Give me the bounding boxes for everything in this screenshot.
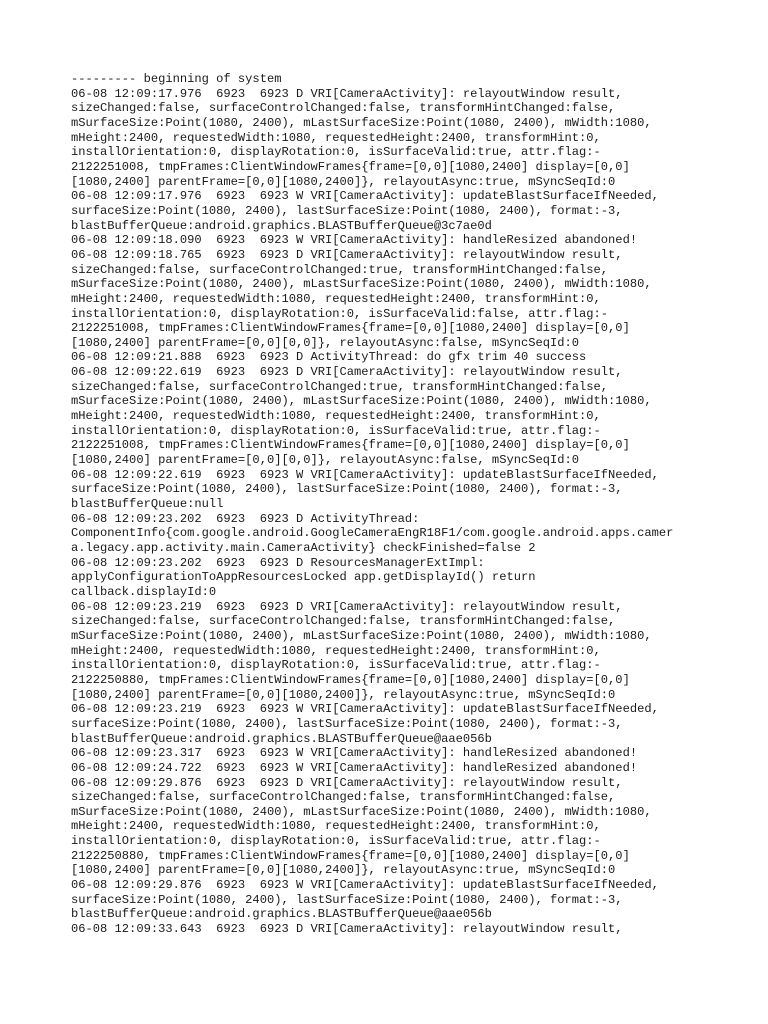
log-line: 06-08 12:09:17.976 6923 6923 W VRI[CameraActivity]: updateBlastSurfaceIfNeeded, [71,189,659,204]
log-line: sizeChanged:false, surfaceControlChanged:true, transformHintChanged:false, [71,262,609,277]
log-line: 06-08 12:09:18.090 6923 6923 W VRI[CameraActivity]: handleResized abandoned! [71,233,638,248]
log-line: callback.displayId:0 [71,584,217,599]
log-line: mHeight:2400, requestedWidth:1080, requestedHeight:2400, transformHint:0, [71,130,601,145]
log-line: 06-08 12:09:23.219 6923 6923 D VRI[CameraActivity]: relayoutWindow result, [71,599,623,614]
log-line: installOrientation:0, displayRotation:0, isSurfaceValid:true, attr.flag:- [71,658,601,673]
log-line: mSurfaceSize:Point(1080, 2400), mLastSurfaceSize:Point(1080, 2400), mWidth:1080, [71,277,652,292]
log-line: mHeight:2400, requestedWidth:1080, requestedHeight:2400, transformHint:0, [71,291,601,306]
log-line: 06-08 12:09:23.219 6923 6923 W VRI[CameraActivity]: updateBlastSurfaceIfNeeded, [71,702,659,717]
log-line: 06-08 12:09:17.976 6923 6923 D VRI[CameraActivity]: relayoutWindow result, [71,86,623,101]
log-line: mSurfaceSize:Point(1080, 2400), mLastSurfaceSize:Point(1080, 2400), mWidth:1080, [71,115,652,130]
log-line: sizeChanged:false, surfaceControlChanged:false, transformHintChanged:false, [71,101,616,116]
log-line: 06-08 12:09:29.876 6923 6923 W VRI[CameraActivity]: updateBlastSurfaceIfNeeded, [71,878,659,893]
log-line: 2122250880, tmpFrames:ClientWindowFrames{frame=[0,0][1080,2400] display=[0,0] [71,672,630,687]
log-line: 06-08 12:09:18.765 6923 6923 D VRI[CameraActivity]: relayoutWindow result, [71,247,623,262]
log-line: 2122251008, tmpFrames:ClientWindowFrames{frame=[0,0][1080,2400] display=[0,0] [71,159,630,174]
log-line: blastBufferQueue:android.graphics.BLASTBufferQueue@aae056b [71,731,492,746]
log-line: mSurfaceSize:Point(1080, 2400), mLastSurfaceSize:Point(1080, 2400), mWidth:1080, [71,394,652,409]
log-line: mSurfaceSize:Point(1080, 2400), mLastSurfaceSize:Point(1080, 2400), mWidth:1080, [71,804,652,819]
log-line: blastBufferQueue:android.graphics.BLASTBufferQueue@3c7ae0d [71,218,492,233]
log-line: sizeChanged:false, surfaceControlChanged:false, transformHintChanged:false, [71,614,616,629]
log-line: 06-08 12:09:23.317 6923 6923 W VRI[CameraActivity]: handleResized abandoned! [71,746,638,761]
log-line: mHeight:2400, requestedWidth:1080, requestedHeight:2400, transformHint:0, [71,643,601,658]
log-line: surfaceSize:Point(1080, 2400), lastSurfaceSize:Point(1080, 2400), format:-3, [71,892,623,907]
log-line: 2122250880, tmpFrames:ClientWindowFrames{frame=[0,0][1080,2400] display=[0,0] [71,848,630,863]
log-line: 06-08 12:09:24.722 6923 6923 W VRI[CameraActivity]: handleResized abandoned! [71,760,638,775]
log-line: --------- beginning of system [71,72,282,86]
log-line: installOrientation:0, displayRotation:0, isSurfaceValid:true, attr.flag:- [71,145,601,160]
log-line: sizeChanged:false, surfaceControlChanged:true, transformHintChanged:false, [71,379,609,394]
log-text-block [71,72,711,937]
log-line: installOrientation:0, displayRotation:0, isSurfaceValid:true, attr.flag:- [71,423,601,438]
log-line: 06-08 12:09:21.888 6923 6923 D ActivityThread: do gfx trim 40 success [71,350,587,365]
log-line: 06-08 12:09:29.876 6923 6923 D VRI[CameraActivity]: relayoutWindow result, [71,775,623,790]
log-line: applyConfigurationToAppResourcesLocked app.getDisplayId() return [71,570,536,585]
log-line: blastBufferQueue:null [71,497,224,512]
log-line: blastBufferQueue:android.graphics.BLASTBufferQueue@aae056b [71,907,492,922]
log-line: 06-08 12:09:22.619 6923 6923 D VRI[CameraActivity]: relayoutWindow result, [71,365,623,380]
log-line: [1080,2400] parentFrame=[0,0][0,0]}, relayoutAsync:false, mSyncSeqId:0 [71,335,580,350]
log-line: 06-08 12:09:22.619 6923 6923 W VRI[CameraActivity]: updateBlastSurfaceIfNeeded, [71,467,659,482]
log-line: mSurfaceSize:Point(1080, 2400), mLastSurfaceSize:Point(1080, 2400), mWidth:1080, [71,628,652,643]
log-line: [1080,2400] parentFrame=[0,0][1080,2400]}, relayoutAsync:true, mSyncSeqId:0 [71,863,616,878]
log-line: 2122251008, tmpFrames:ClientWindowFrames{frame=[0,0][1080,2400] display=[0,0] [71,321,630,336]
log-line: 06-08 12:09:23.202 6923 6923 D ResourcesManagerExtImpl: [71,555,485,570]
log-line: sizeChanged:false, surfaceControlChanged:false, transformHintChanged:false, [71,790,616,805]
log-line: surfaceSize:Point(1080, 2400), lastSurfaceSize:Point(1080, 2400), format:-3, [71,716,623,731]
log-line: surfaceSize:Point(1080, 2400), lastSurfaceSize:Point(1080, 2400), format:-3, [71,482,623,497]
log-line: ComponentInfo{com.google.android.GoogleCameraEngR18F1/com.google.android.apps.camer [71,526,674,541]
log-line: 2122251008, tmpFrames:ClientWindowFrames{frame=[0,0][1080,2400] display=[0,0] [71,438,630,453]
log-line: mHeight:2400, requestedWidth:1080, requestedHeight:2400, transformHint:0, [71,409,601,424]
log-line: [1080,2400] parentFrame=[0,0][0,0]}, relayoutAsync:false, mSyncSeqId:0 [71,453,580,468]
log-line: surfaceSize:Point(1080, 2400), lastSurfaceSize:Point(1080, 2400), format:-3, [71,203,623,218]
log-line: 06-08 12:09:23.202 6923 6923 D ActivityThread: [71,511,420,526]
log-line: a.legacy.app.activity.main.CameraActivity} checkFinished=false 2 [71,541,536,555]
log-line: mHeight:2400, requestedWidth:1080, requestedHeight:2400, transformHint:0, [71,819,601,834]
log-line: 06-08 12:09:33.643 6923 6923 D VRI[CameraActivity]: relayoutWindow result, [71,922,623,937]
log-line: installOrientation:0, displayRotation:0, isSurfaceValid:false, attr.flag:- [71,306,609,321]
log-line: [1080,2400] parentFrame=[0,0][1080,2400]}, relayoutAsync:true, mSyncSeqId:0 [71,174,616,189]
log-line: installOrientation:0, displayRotation:0, isSurfaceValid:true, attr.flag:- [71,834,601,849]
log-line: [1080,2400] parentFrame=[0,0][1080,2400]}, relayoutAsync:true, mSyncSeqId:0 [71,687,616,702]
